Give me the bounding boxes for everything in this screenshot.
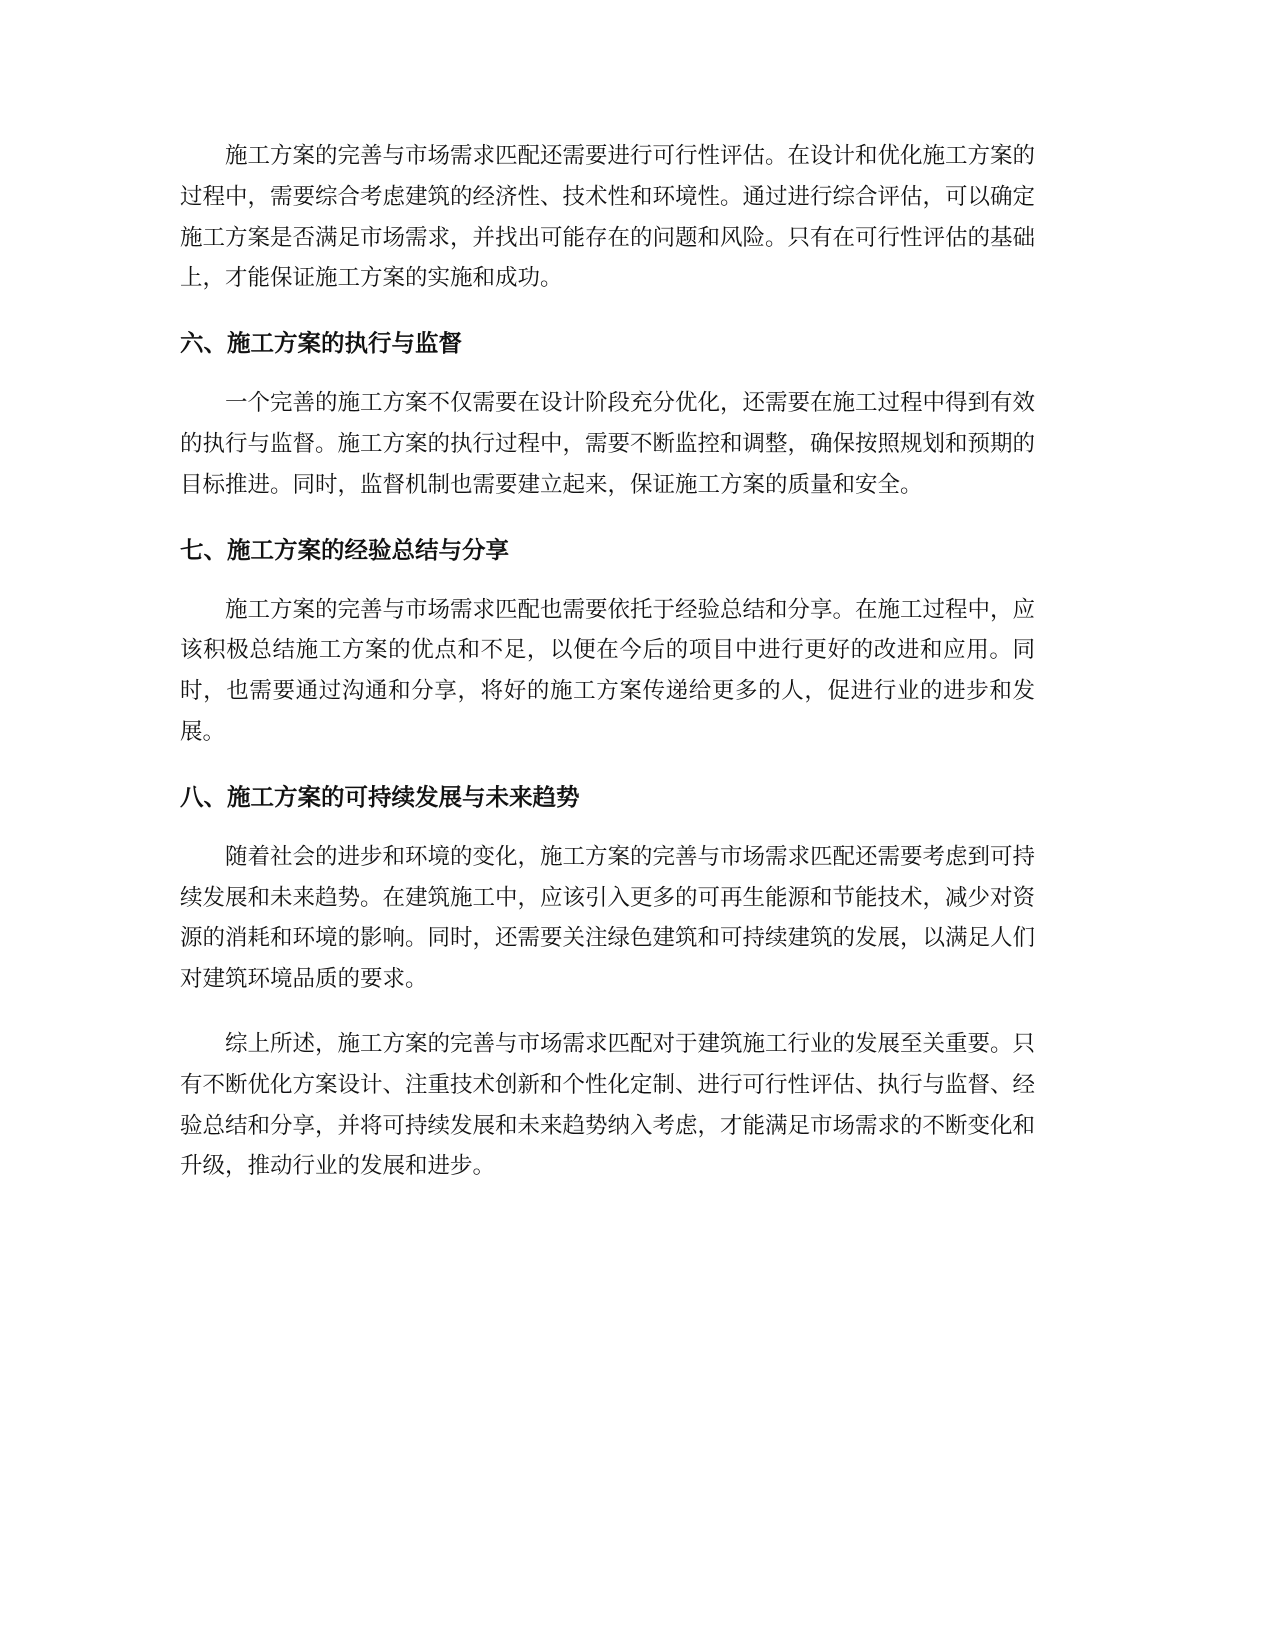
paragraph-conclusion: 综上所述，施工方案的完善与市场需求匹配对于建筑施工行业的发展至关重要。只有不断优化方案设计、注重技术创新和个性化定制、进行可行性评估、执行与监督、经验总结和分享，并将可持续发展和未来趋势纳入考虑，才能满足市场需求的不断变化和升级，推动行业的发展和进步。 [180,1030,1036,1180]
paragraph-experience-sharing: 施工方案的完善与市场需求匹配也需要依托于经验总结和分享。在施工过程中，应该积极总结施工方案的优点和不足，以便在今后的项目中进行更好的改进和应用。同时，也需要通过沟通和分享，将好的施工方案传递给更多的人，促进行业的进步和发展。 [180,596,1036,745]
section-heading-7: 七、施工方案的经验总结与分享 [180,535,509,564]
paragraph-sustainability: 随着社会的进步和环境的变化，施工方案的完善与市场需求匹配还需要考虑到可持续发展和未来趋势。在建筑施工中，应该引入更多的可再生能源和节能技术，减少对资源的消耗和环境的影响。同时，还需要关注绿色建筑和可持续建筑的发展，以满足人们对建筑环境品质的要求。 [180,843,1036,993]
paragraph-execution-supervision: 一个完善的施工方案不仅需要在设计阶段充分优化，还需要在施工过程中得到有效的执行与监督。施工方案的执行过程中，需要不断监控和调整，确保按照规划和预期的目标推进。同时，监督机制也需要建立起来，保证施工方案的质量和安全。 [180,390,1036,498]
document-body [180,136,1035,1187]
section-heading-6: 六、施工方案的执行与监督 [180,329,462,358]
section-heading-8: 八、施工方案的可持续发展与未来趋势 [180,782,580,811]
paragraph-feasibility: 施工方案的完善与市场需求匹配还需要进行可行性评估。在设计和优化施工方案的过程中，需要综合考虑建筑的经济性、技术性和环境性。通过进行综合评估，可以确定施工方案是否满足市场需求，并找出可能存在的问题和风险。只有在可行性评估的基础上，才能保证施工方案的实施和成功。 [180,143,1036,292]
